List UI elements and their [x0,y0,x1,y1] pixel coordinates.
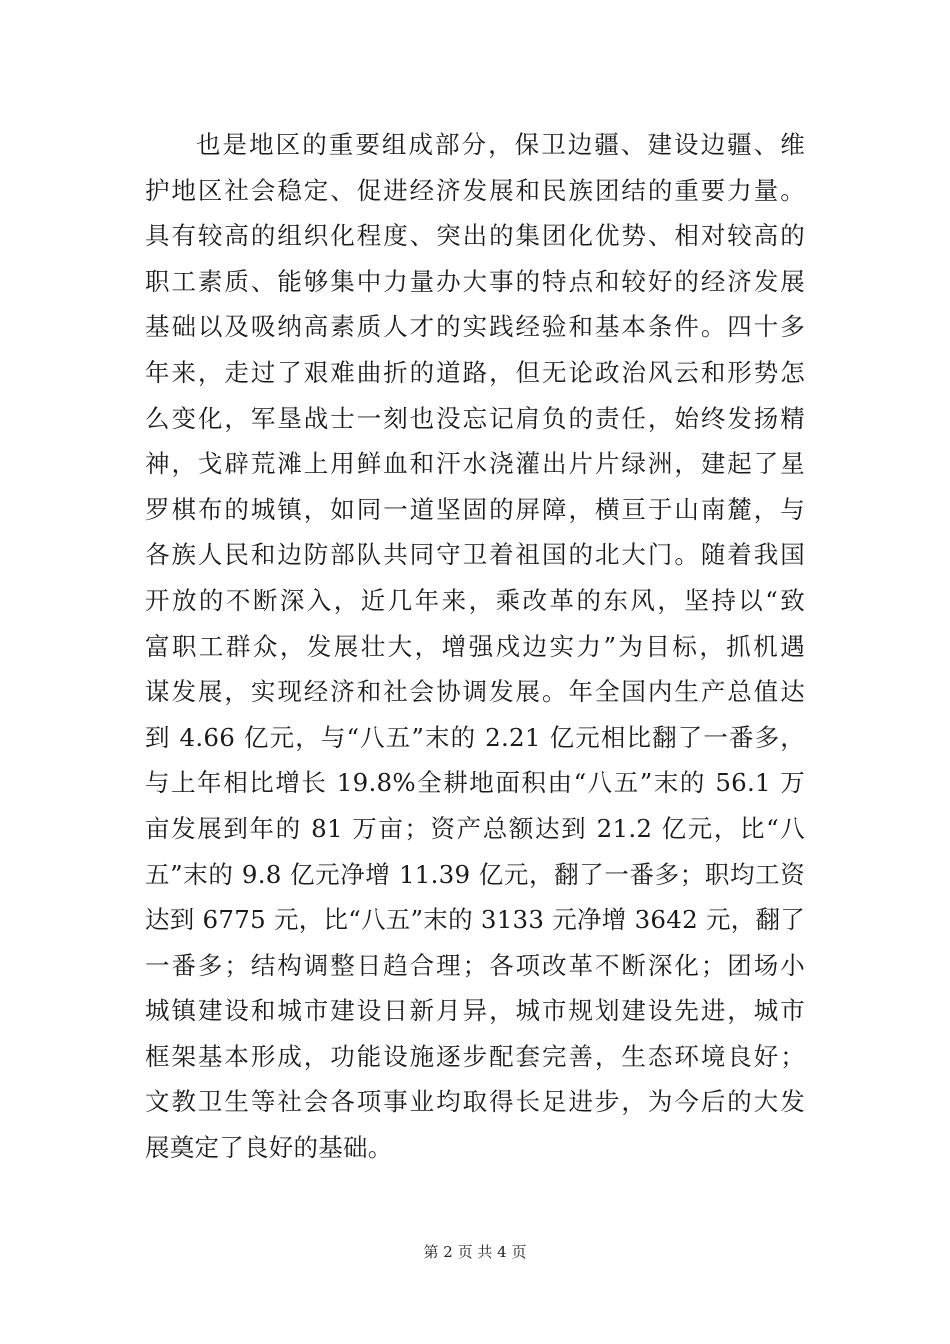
paragraph-line: 与上年相比增长 19.8%全耕地面积由“八五”末的 56.1 万 [145,768,805,798]
paragraph-line: 谋发展，实现经济和社会协调发展。年全国内生产总值达 [145,677,805,707]
paragraph-line: 么变化，军垦战士一刻也没忘记肩负的责任，始终发扬精 [145,403,805,433]
paragraph-line: 展奠定了良好的基础。 [145,1133,393,1163]
paragraph-line: 达到 6775 元，比“八五”末的 3133 元净增 3642 元，翻了 [145,905,805,935]
paragraph-line: 职工素质、能够集中力量办大事的特点和较好的经济发展 [145,266,805,296]
paragraph-line: 护地区社会稳定、促进经济发展和民族团结的重要力量。 [145,175,805,205]
paragraph-line: 罗棋布的城镇，如同一道坚固的屏障，横亘于山南麓，与 [145,494,805,524]
paragraph-line: 年来，走过了艰难曲折的道路，但无论政治风云和形势怎 [145,357,805,387]
paragraph-line: 城镇建设和城市建设日新月异，城市规划建设先进，城市 [145,996,805,1026]
paragraph-line: 也是地区的重要组成部分，保卫边疆、建设边疆、维 [196,130,805,159]
paragraph-line: 各族人民和边防部队共同守卫着祖国的北大门。随着我国 [145,540,805,570]
paragraph-line: 一番多；结构调整日趋合理；各项改革不断深化；团场小 [145,950,805,980]
paragraph-line: 具有较高的组织化程度、突出的集团化优势、相对较高的 [145,221,805,251]
paragraph-line: 文教卫生等社会各项事业均取得长足进步，为今后的大发 [145,1087,805,1117]
paragraph-line: 神，戈辟荒滩上用鲜血和汗水浇灌出片片绿洲，建起了星 [145,449,805,479]
paragraph-line: 开放的不断深入，近几年来，乘改革的东风，坚持以“致 [145,585,805,615]
page-number-footer: 第 2 页 共 4 页 [423,1243,527,1261]
paragraph-line: 基础以及吸纳高素质人才的实践经验和基本条件。四十多 [145,312,805,342]
paragraph-line: 富职工群众，发展壮大，增强戍边实力”为目标，抓机遇 [145,631,805,661]
body-paragraph [145,122,805,1171]
paragraph-line: 亩发展到年的 81 万亩；资产总额达到 21.2 亿元，比“八 [145,813,805,843]
paragraph-line: 五”末的 9.8 亿元净增 11.39 亿元，翻了一番多；职均工资 [145,859,805,889]
paragraph-line: 框架基本形成，功能设施逐步配套完善，生态环境良好； [145,1041,805,1071]
paragraph-line: 到 4.66 亿元，与“八五”末的 2.21 亿元相比翻了一番多， [145,722,805,752]
